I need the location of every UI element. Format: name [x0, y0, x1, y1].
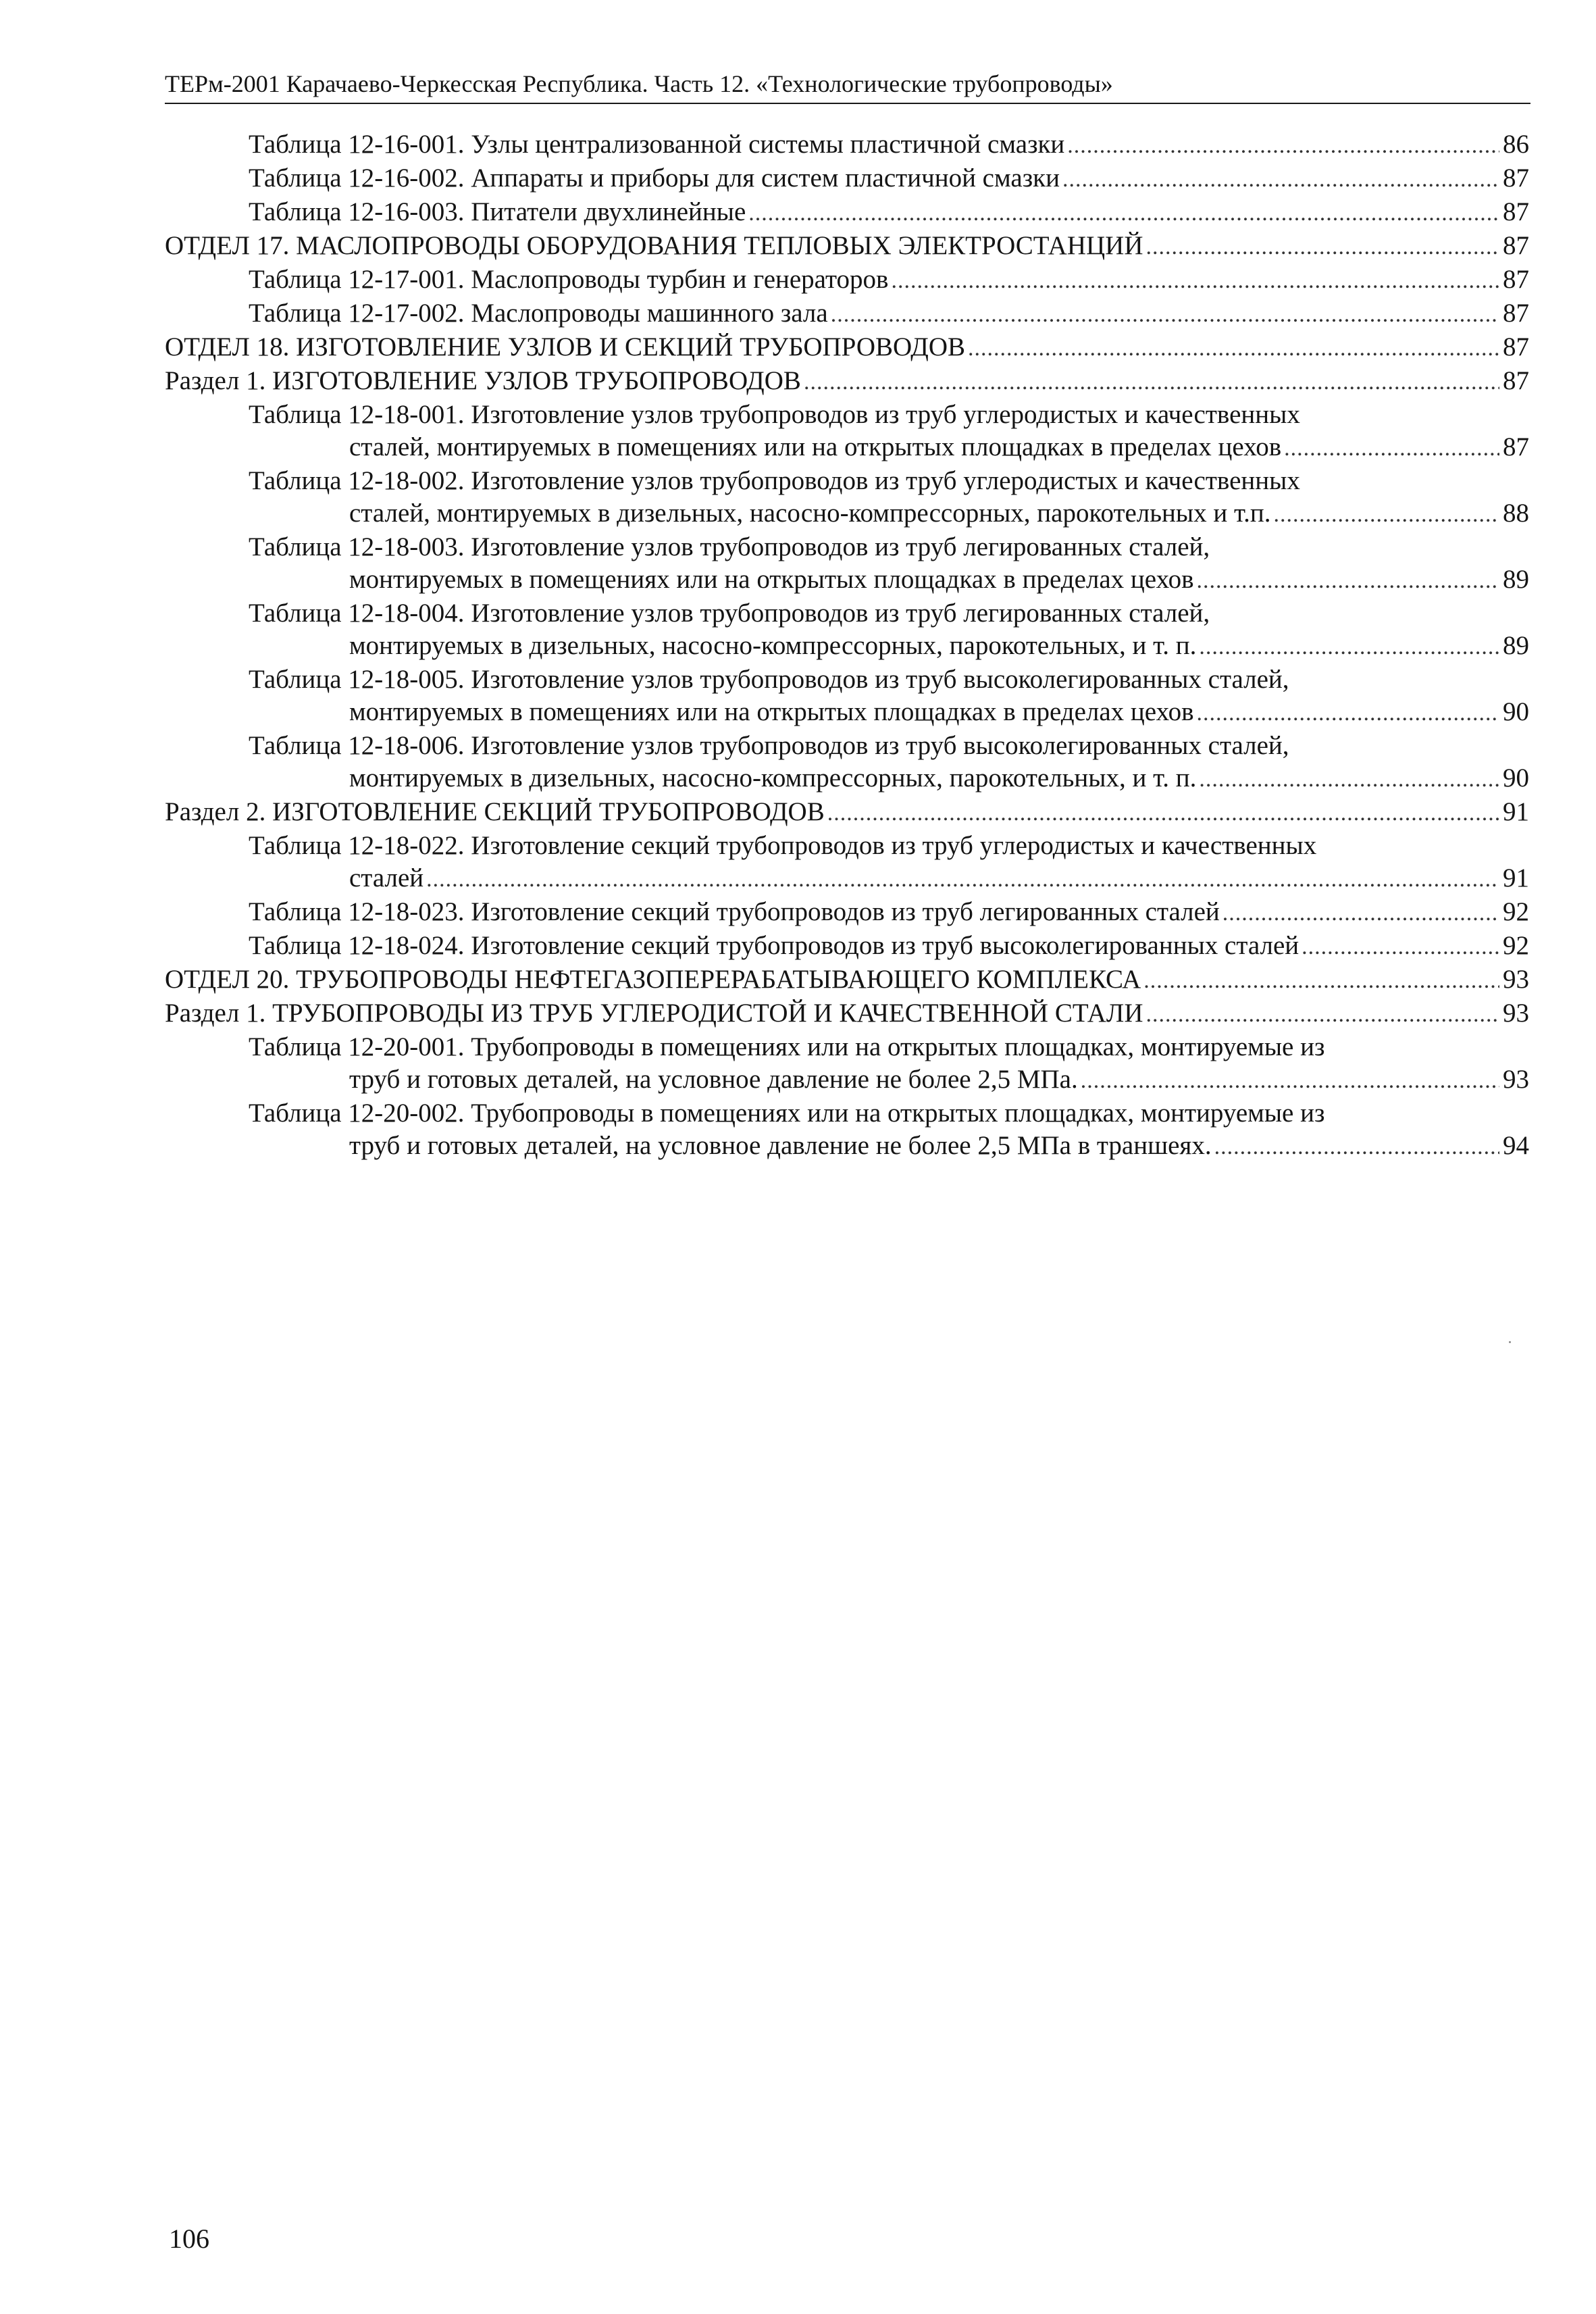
- toc-entry-line: [165, 830, 1529, 862]
- toc-entry-tablica: [165, 896, 1529, 930]
- toc-entry-text: Таблица 12-16-002. Аппараты и приборы для систем пластичной смазки: [249, 164, 1060, 193]
- toc-entry-text: ОТДЕЛ 18. ИЗГОТОВЛЕНИЕ УЗЛОВ И СЕКЦИЙ ТРУБОПРОВОДОВ: [165, 332, 966, 361]
- toc-entry-line: [165, 663, 1529, 696]
- dot-leader: [1146, 999, 1499, 1031]
- toc-entry-text: сталей: [349, 863, 424, 892]
- toc-entry-text: Таблица 12-18-022. Изготовление секций трубопроводов из труб углеродистых и качественных: [249, 831, 1317, 860]
- toc-entry-line: [165, 162, 1529, 196]
- toc-page-number: 86: [1503, 130, 1529, 159]
- toc-entry-line: [165, 1063, 1529, 1097]
- dot-leader: [1067, 130, 1499, 162]
- toc-entry-line: [165, 862, 1529, 896]
- table-of-contents: [165, 128, 1529, 1163]
- toc-entry-tablica: [165, 830, 1529, 896]
- toc-entry-text: ОТДЕЛ 20. ТРУБОПРОВОДЫ НЕФТЕГАЗОПЕРЕРАБАТЫВАЮЩЕГО КОМПЛЕКСА: [165, 965, 1141, 994]
- toc-entry-text: сталей, монтируемых в дизельных, насосно-компрессорных, парокотельных и т.п.: [349, 499, 1271, 528]
- toc-page-number: 92: [1503, 897, 1529, 926]
- toc-page-number: 92: [1503, 931, 1529, 960]
- toc-page-number: 87: [1503, 231, 1529, 260]
- toc-entry-line: [165, 896, 1529, 930]
- toc-entry-tablica: [165, 399, 1529, 465]
- dot-leader: [831, 299, 1499, 331]
- dot-leader: [1199, 763, 1499, 796]
- toc-page-number: 87: [1503, 197, 1529, 226]
- toc-entry-line: [165, 465, 1529, 497]
- dot-leader: [1146, 231, 1499, 263]
- toc-entry-text: монтируемых в помещениях или на открытых площадках в пределах цехов: [349, 697, 1194, 726]
- toc-entry-line: [165, 1130, 1529, 1163]
- dot-leader: [1143, 965, 1499, 997]
- toc-entry-text: Таблица 12-20-001. Трубопроводы в помещениях или на открытых площадках, монтируемые из: [249, 1032, 1325, 1061]
- dot-leader: [426, 863, 1499, 896]
- toc-entry-line: [165, 365, 1529, 399]
- dot-leader: [1284, 432, 1499, 465]
- toc-entry-line: [165, 331, 1529, 365]
- toc-entry-text: Таблица 12-18-003. Изготовление узлов трубопроводов из труб легированных сталей,: [249, 532, 1210, 561]
- toc-entry-text: Таблица 12-18-024. Изготовление секций трубопроводов из труб высоколегированных сталей: [249, 931, 1299, 960]
- toc-entry-otdel: [165, 230, 1529, 263]
- toc-entry-text: Таблица 12-17-001. Маслопроводы турбин и генераторов: [249, 265, 889, 294]
- dot-leader: [968, 332, 1499, 365]
- toc-entry-text: Раздел 1. ИЗГОТОВЛЕНИЕ УЗЛОВ ТРУБОПРОВОДОВ: [165, 366, 801, 395]
- toc-page-number: 89: [1503, 565, 1529, 594]
- toc-page-number: 87: [1503, 366, 1529, 395]
- dot-leader: [827, 797, 1499, 830]
- toc-entry-text: монтируемых в помещениях или на открытых площадках в пределах цехов: [349, 565, 1194, 594]
- toc-entry-line: [165, 997, 1529, 1031]
- toc-entry-line: [165, 196, 1529, 230]
- dot-leader: [748, 197, 1499, 230]
- dot-leader: [804, 366, 1499, 399]
- page-number: 106: [169, 2223, 209, 2254]
- toc-entry-line: [165, 696, 1529, 730]
- toc-entry-line: [165, 497, 1529, 531]
- toc-page-number: 89: [1503, 631, 1529, 660]
- toc-entry-line: [165, 263, 1529, 297]
- toc-page-number: 87: [1503, 432, 1529, 461]
- toc-entry-text: труб и готовых деталей, на условное давление не более 2,5 МПа в траншеях.: [349, 1131, 1212, 1160]
- toc-entry-tablica: [165, 663, 1529, 730]
- toc-entry-text: Таблица 12-18-002. Изготовление узлов трубопроводов из труб углеродистых и качественных: [249, 466, 1300, 495]
- toc-entry-line: [165, 531, 1529, 563]
- dot-leader: [1062, 164, 1499, 196]
- toc-entry-tablica: [165, 1031, 1529, 1097]
- header-divider: [165, 103, 1530, 104]
- toc-entry-text: труб и готовых деталей, на условное давление не более 2,5 МПа.: [349, 1065, 1078, 1094]
- toc-entry-line: [165, 730, 1529, 762]
- toc-entry-line: [165, 563, 1529, 597]
- toc-entry-tablica: [165, 730, 1529, 796]
- dot-leader: [1199, 631, 1499, 663]
- toc-entry-line: [165, 630, 1529, 663]
- toc-entry-line: [165, 297, 1529, 331]
- toc-entry-text: монтируемых в дизельных, насосно-компрессорных, парокотельных, и т. п.: [349, 763, 1197, 793]
- toc-entry-text: Таблица 12-16-003. Питатели двухлинейные: [249, 197, 746, 226]
- toc-entry-text: Таблица 12-16-001. Узлы централизованной системы пластичной смазки: [249, 130, 1065, 159]
- toc-page-number: 91: [1503, 797, 1529, 826]
- toc-entry-tablica: [165, 162, 1529, 196]
- toc-entry-line: [165, 930, 1529, 963]
- toc-entry-line: [165, 230, 1529, 263]
- toc-entry-line: [165, 963, 1529, 997]
- toc-entry-text: Таблица 12-18-001. Изготовление узлов трубопроводов из труб углеродистых и качественных: [249, 400, 1300, 429]
- toc-entry-text: Раздел 2. ИЗГОТОВЛЕНИЕ СЕКЦИЙ ТРУБОПРОВОДОВ: [165, 797, 825, 826]
- toc-entry-line: [165, 597, 1529, 630]
- toc-entry-line: [165, 762, 1529, 796]
- toc-page-number: 87: [1503, 164, 1529, 193]
- toc-entry-tablica: [165, 1097, 1529, 1163]
- toc-entry-text: ОТДЕЛ 17. МАСЛОПРОВОДЫ ОБОРУДОВАНИЯ ТЕПЛОВЫХ ЭЛЕКТРОСТАНЦИЙ: [165, 231, 1143, 260]
- dot-leader: [1302, 931, 1499, 963]
- dot-leader: [1081, 1065, 1499, 1097]
- toc-entry-tablica: [165, 263, 1529, 297]
- dot-leader: [891, 265, 1499, 297]
- toc-page-number: 93: [1503, 999, 1529, 1028]
- toc-page-number: 87: [1503, 265, 1529, 294]
- toc-entry-tablica: [165, 465, 1529, 531]
- dot-leader: [1197, 565, 1499, 597]
- toc-entry-otdel: [165, 963, 1529, 997]
- toc-page-number: 90: [1503, 697, 1529, 726]
- toc-entry-razdel: [165, 796, 1529, 830]
- toc-entry-razdel: [165, 997, 1529, 1031]
- toc-entry-text: сталей, монтируемых в помещениях или на открытых площадках в пределах цехов: [349, 432, 1282, 461]
- toc-entry-tablica: [165, 196, 1529, 230]
- dot-leader: [1222, 897, 1499, 930]
- toc-page-number: 90: [1503, 763, 1529, 793]
- toc-entry-otdel: [165, 331, 1529, 365]
- dot-leader: [1273, 499, 1499, 531]
- toc-entry-tablica: [165, 930, 1529, 963]
- toc-entry-text: Таблица 12-18-006. Изготовление узлов трубопроводов из труб высоколегированных сталей,: [249, 731, 1289, 760]
- toc-entry-text: Таблица 12-18-004. Изготовление узлов трубопроводов из труб легированных сталей,: [249, 599, 1210, 628]
- toc-page-number: 88: [1503, 499, 1529, 528]
- toc-entry-text: Таблица 12-18-005. Изготовление узлов трубопроводов из труб высоколегированных сталей,: [249, 665, 1289, 694]
- toc-entry-text: Таблица 12-18-023. Изготовление секций трубопроводов из труб легированных сталей: [249, 897, 1220, 926]
- toc-page-number: 93: [1503, 965, 1529, 994]
- toc-entry-text: монтируемых в дизельных, насосно-компрессорных, парокотельных, и т. п.: [349, 631, 1197, 660]
- toc-entry-line: [165, 399, 1529, 431]
- toc-entry-line: [165, 128, 1529, 162]
- toc-page-number: 87: [1503, 332, 1529, 361]
- toc-entry-tablica: [165, 128, 1529, 162]
- toc-entry-line: [165, 431, 1529, 465]
- dot-leader: [1197, 697, 1499, 730]
- toc-entry-line: [165, 1097, 1529, 1130]
- toc-entry-line: [165, 796, 1529, 830]
- toc-page-number: 87: [1503, 299, 1529, 328]
- toc-entry-tablica: [165, 597, 1529, 663]
- toc-entry-text: Таблица 12-17-002. Маслопроводы машинного зала: [249, 299, 828, 328]
- toc-entry-text: Таблица 12-20-002. Трубопроводы в помещениях или на открытых площадках, монтируемые из: [249, 1099, 1325, 1128]
- toc-page-number: 93: [1503, 1065, 1529, 1094]
- scan-speck: [1509, 1341, 1511, 1343]
- dot-leader: [1214, 1131, 1499, 1163]
- toc-entry-text: Раздел 1. ТРУБОПРОВОДЫ ИЗ ТРУБ УГЛЕРОДИСТОЙ И КАЧЕСТВЕННОЙ СТАЛИ: [165, 999, 1143, 1028]
- toc-page-number: 91: [1503, 863, 1529, 892]
- page-header: ТЕРм-2001 Карачаево-Черкесская Республика. Часть 12. «Технологические трубопроводы»: [165, 70, 1113, 97]
- toc-page-number: 94: [1503, 1131, 1529, 1160]
- toc-entry-line: [165, 1031, 1529, 1063]
- toc-entry-tablica: [165, 531, 1529, 597]
- toc-entry-razdel: [165, 365, 1529, 399]
- toc-entry-tablica: [165, 297, 1529, 331]
